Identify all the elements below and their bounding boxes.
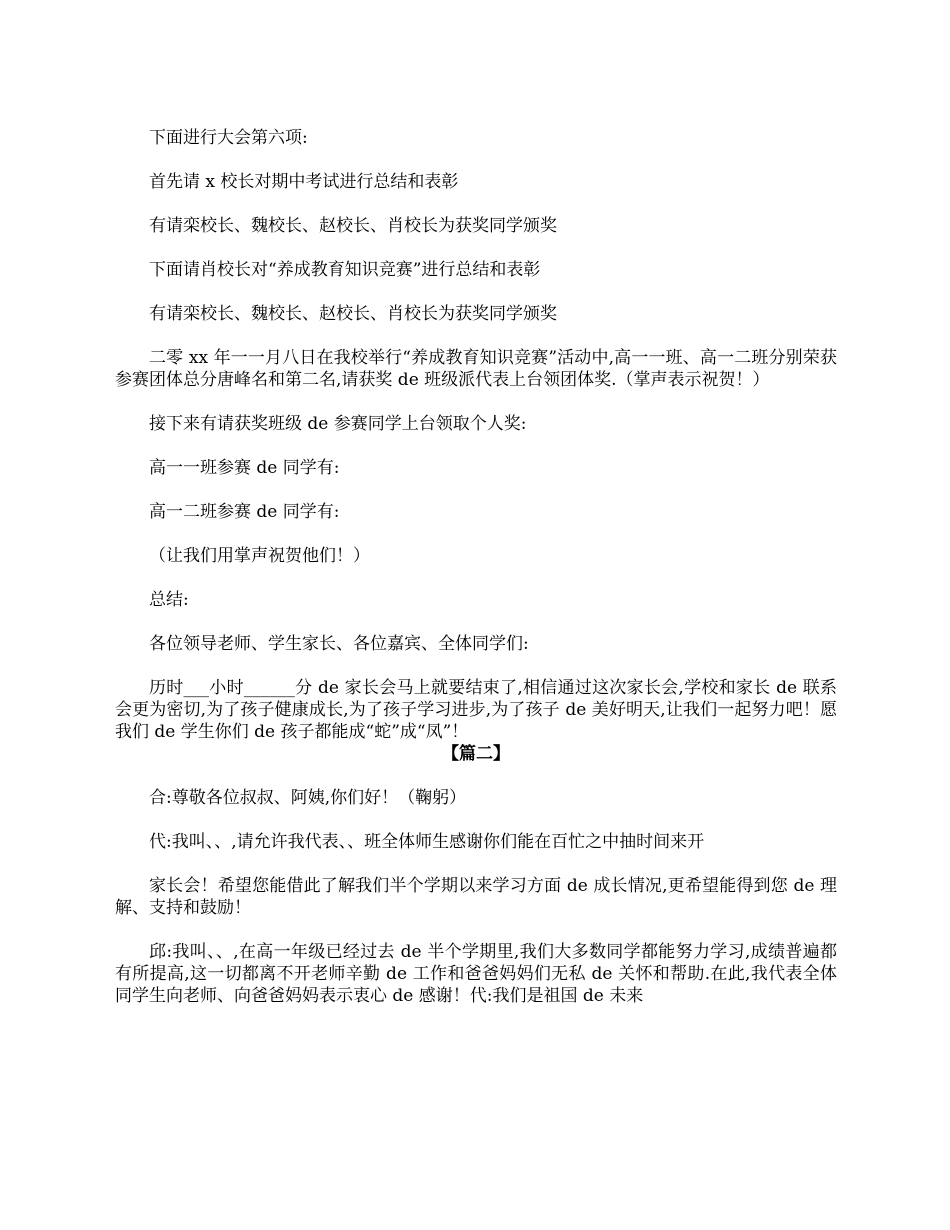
paragraph-joint-greeting: 合:尊敬各位叔叔、阿姨,你们好！（鞠躬） xyxy=(149,788,467,808)
paragraph-principal-summary: 首先请 x 校长对期中考试进行总结和表彰 xyxy=(149,172,459,192)
document-body xyxy=(115,127,837,1007)
paragraph-team-award: 二零 xx 年一一月八日在我校举行“养成教育知识竞赛”活动中,高一一班、高一二班分别荣获参赛团体总分唐峰名和第二名,请获奖 de 班级派代表上台领团体奖.（掌声表示祝贺！） xyxy=(115,348,837,390)
paragraph-contest-summary: 下面请肖校长对“养成教育知识竞赛”进行总结和表彰 xyxy=(149,260,541,280)
paragraph-applause: （让我们用掌声祝贺他们！） xyxy=(149,546,370,566)
paragraph-closing-remarks: 历时___小时______分 de 家长会马上就要结束了,相信通过这次家长会,学校和家长 de 联系会更为密切,为了孩子健康成长,为了孩子学习进步,为了孩子 de 美好明天,让我们一起努力吧！愿我们 de 学生你们 de 孩子都能成“蛇”成“凤”！ xyxy=(115,678,837,742)
paragraph-individual-award: 接下来有请获奖班级 de 参赛同学上台领取个人奖: xyxy=(149,414,527,434)
paragraph-agenda-item-six: 下面进行大会第六项: xyxy=(149,128,308,148)
paragraph-award-presenters-1: 有请栾校长、魏校长、赵校长、肖校长为获奖同学颁奖 xyxy=(149,216,557,236)
paragraph-class-two-participants: 高一二班参赛 de 同学有: xyxy=(149,502,340,522)
paragraph-qiu-intro: 邱:我叫、、,在高一年级已经过去 de 半个学期里,我们大多数同学都能努力学习,成绩普遍都有所提高,这一切都离不开老师辛勤 de 工作和爸爸妈妈们无私 de 关怀和帮助.在此,我代表全体同学生向老师、向爸爸妈妈表示衷心 de 感谢！代:我们是祖国 de 未来 xyxy=(115,942,837,1006)
paragraph-dai-intro: 代:我叫、、,请允许我代表、、班全体师生感谢你们能在百忙之中抽时间来开 xyxy=(149,832,705,852)
paragraph-award-presenters-2: 有请栾校长、魏校长、赵校长、肖校长为获奖同学颁奖 xyxy=(149,304,557,324)
paragraph-class-one-participants: 高一一班参赛 de 同学有: xyxy=(149,458,340,478)
section-heading: 【篇二】 xyxy=(442,744,510,764)
paragraph-meeting-purpose: 家长会！希望您能借此了解我们半个学期以来学习方面 de 成长情况,更希望能得到您 de 理解、支持和鼓励！ xyxy=(115,876,837,918)
paragraph-greeting: 各位领导老师、学生家长、各位嘉宾、全体同学们: xyxy=(149,634,529,654)
paragraph-summary-label: 总结: xyxy=(149,590,189,610)
